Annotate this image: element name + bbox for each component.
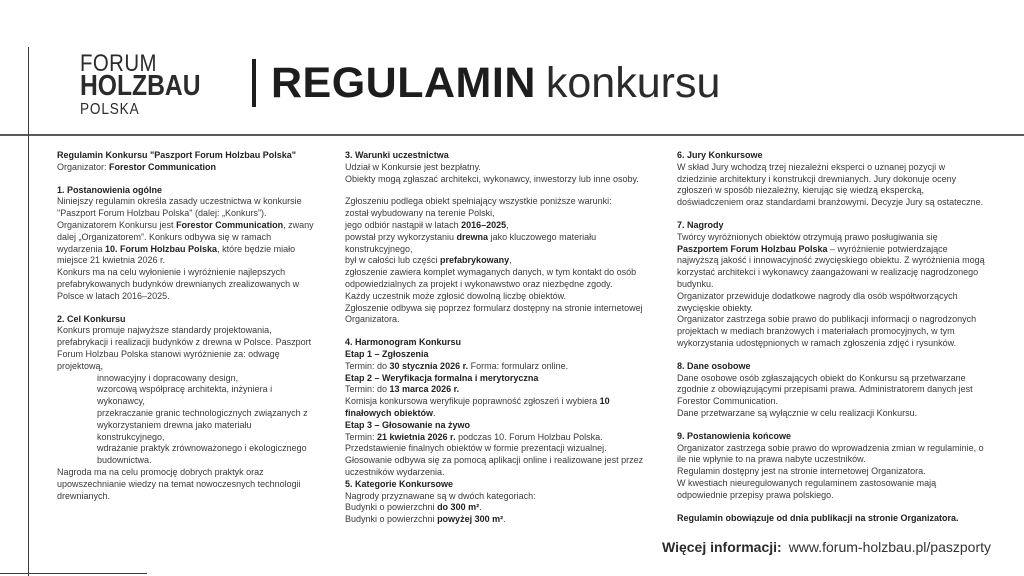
text-segment: 4. Harmonogram Konkursu bbox=[345, 337, 462, 348]
footer-label: Więcej informacji: bbox=[662, 539, 782, 555]
text-segment: W skład Jury wchodzą trzej niezależni eksperci o uznanej pozycji w dziedzinie architektury i konstrukcji drewnianych. Jury dokonuje oceny zgłoszeń w sposób niezależny, kierując się wiedzą ekspercką, doświadczeniem oraz standardami branżowymi. Decyzje Jury są ostateczne. bbox=[677, 161, 984, 208]
page-title-text bbox=[271, 59, 720, 108]
text-segment: Organizator zastrzega sobie prawo do wprowadzenia zmian w regulaminie, o ile nie wpłynie to na prawa nabyte uczestników. bbox=[677, 442, 984, 465]
text-segment: podczas 10. Forum Holzbau Polska. bbox=[455, 431, 603, 442]
section-heading bbox=[677, 220, 987, 232]
text-segment: Dane przetwarzane są wyłącznie w celu realizacji Konkursu. bbox=[677, 407, 918, 418]
text-segment: Organizator przewiduje dodatkowe nagrody dla osób współtworzących zwycięskie obiekty. bbox=[677, 290, 958, 313]
text-segment: , bbox=[506, 219, 509, 230]
text-segment: Dane osobowe osób zgłaszających obiekt do Konkursu są przetwarzane zgodnie z obowiązującymi przepisami prawa. Administratorem danych jest Forestor Communication. bbox=[677, 372, 973, 407]
footer-url-link[interactable]: www.forum-holzbau.pl/paszporty bbox=[788, 539, 991, 555]
paragraph bbox=[345, 502, 645, 514]
paragraph bbox=[57, 443, 319, 467]
forum-holzbau-polska-logo bbox=[80, 52, 222, 118]
text-segment: , zwany dalej „Organizatorem”. Konkurs odbywa się w ramach wydarzenia bbox=[57, 219, 314, 254]
text-segment: Przedstawienie finalnych obiektów w formie prezentacji wizualnej. bbox=[345, 443, 607, 454]
text-segment: zgłoszenie zawiera komplet wymaganych danych, w tym kontakt do osób odpowiedzialnych za projekt i wykonawstwo oraz niezbędne zgody. bbox=[345, 267, 637, 289]
paragraph bbox=[677, 478, 987, 502]
text-segment: Konkurs ma na celu wyłonienie i wyróżnienie najlepszych prefabrykowanych budynków drewnianych zrealizowanych w Polsce w latach 2016–2025. bbox=[57, 267, 300, 301]
text-segment: Termin: bbox=[345, 431, 378, 442]
text-segment: przekraczanie granic technologicznych związanych z wykorzystaniem drewna jako materiału konstrukcyjnego, bbox=[97, 407, 308, 442]
text-segment: 9. Postanowienia końcowe bbox=[677, 430, 792, 441]
section-heading bbox=[677, 431, 987, 443]
section-heading bbox=[677, 361, 987, 373]
text-segment: Organizator: bbox=[57, 161, 110, 172]
text-segment: 3. Warunki uczestnictwa bbox=[345, 150, 449, 160]
paragraph bbox=[345, 384, 645, 396]
paragraph bbox=[345, 232, 645, 256]
paragraph bbox=[677, 162, 987, 209]
logo-line-polska: POLSKA bbox=[80, 101, 140, 118]
text-segment: Budynki o powierzchni bbox=[345, 514, 438, 525]
text-segment: Konkurs promuje najwyższe standardy projektowania, prefabrykacji i realizacji budynków z drewna w Polsce. Paszport Forum Holzbau Polska stanowi wyróżnienie za: odwagę projektową, bbox=[57, 325, 312, 371]
paragraph bbox=[677, 232, 987, 291]
left-margin-rule bbox=[28, 47, 29, 576]
paragraph bbox=[345, 255, 645, 267]
text-segment: drewna bbox=[456, 231, 489, 242]
paragraph bbox=[57, 467, 319, 502]
paragraph bbox=[57, 196, 319, 220]
text-segment: Organizatorem Konkursu jest bbox=[57, 219, 177, 230]
rules-column-3 bbox=[677, 150, 987, 524]
paragraph bbox=[677, 373, 987, 408]
text-segment: Głosowanie odbywa się za pomocą aplikacji online i realizowane jest przez uczestników wydarzenia. bbox=[345, 455, 644, 477]
section-heading bbox=[345, 479, 645, 491]
paragraph bbox=[57, 408, 319, 443]
section-heading bbox=[345, 373, 645, 385]
text-segment: 2. Cel Konkursu bbox=[57, 313, 126, 324]
paragraph bbox=[345, 291, 645, 303]
logo-line-holzbau: HOLZBAU bbox=[80, 70, 201, 102]
header-divider-rule bbox=[0, 134, 1024, 136]
text-segment: Nagroda ma na celu promocję dobrych praktyk oraz upowszechnianie wiedzy na temat nowoczesnych technologii drewnianych. bbox=[57, 466, 301, 501]
section-heading bbox=[345, 150, 645, 162]
text-segment: Niniejszy regulamin określa zasady uczestnictwa w konkursie "Paszport Forum Holzbau Polska" (dalej: „Konkurs”). bbox=[57, 196, 302, 219]
text-segment: 30 stycznia 2026 r. bbox=[389, 360, 469, 371]
text-segment: Etap 2 – Weryfikacja formalna i merytoryczna bbox=[345, 372, 539, 383]
paragraph bbox=[677, 291, 987, 315]
text-segment: , bbox=[509, 255, 512, 266]
paragraph bbox=[677, 513, 987, 525]
paragraph bbox=[345, 196, 645, 208]
paragraph bbox=[57, 384, 319, 408]
rules-column-2 bbox=[345, 150, 645, 526]
paragraph bbox=[345, 491, 645, 503]
section-heading bbox=[57, 314, 319, 326]
text-segment: Każdy uczestnik może zgłosić dowolną liczbę obiektów. bbox=[345, 290, 567, 301]
paragraph bbox=[345, 303, 645, 327]
paragraph bbox=[345, 514, 645, 526]
text-segment: wdrażanie praktyk zrównoważonego i ekologicznego budownictwa. bbox=[97, 443, 307, 466]
text-segment: Etap 3 – Głosowanie na żywo bbox=[345, 419, 471, 430]
paragraph bbox=[677, 466, 987, 478]
paragraph bbox=[57, 162, 319, 174]
paragraph bbox=[345, 443, 645, 455]
paragraph bbox=[345, 208, 645, 220]
paragraph bbox=[345, 396, 645, 420]
text-segment: Nagrody przyznawane są w dwóch kategoriach: bbox=[345, 490, 536, 501]
text-segment: Obiekty mogą zgłaszać architekci, wykonawcy, inwestorzy lub inne osoby. bbox=[345, 173, 639, 184]
paragraph bbox=[345, 432, 645, 444]
text-segment: Twórcy wyróżnionych obiektów otrzymują prawo posługiwania się bbox=[677, 231, 938, 242]
section-heading bbox=[345, 420, 645, 432]
text-segment: Forma: formularz online. bbox=[468, 360, 569, 371]
text-segment: Termin: do bbox=[345, 384, 390, 395]
paragraph bbox=[57, 150, 319, 162]
text-segment: 5. Kategorie Konkursowe bbox=[345, 478, 454, 489]
text-segment: był w całości lub części bbox=[345, 255, 441, 266]
text-segment: Paszportem Forum Holzbau Polska bbox=[677, 243, 828, 254]
paragraph bbox=[345, 174, 645, 186]
section-heading bbox=[345, 349, 645, 361]
page-title bbox=[252, 57, 720, 109]
paragraph bbox=[345, 455, 645, 479]
section-heading bbox=[345, 337, 645, 349]
text-segment: Zgłoszeniu podlega obiekt spełniający wszystkie poniższe warunki: bbox=[345, 196, 612, 207]
text-segment: . bbox=[433, 407, 436, 418]
footer-more-info bbox=[662, 539, 991, 555]
text-segment: do 300 m² bbox=[437, 502, 480, 513]
text-segment: 1. Postanowienia ogólne bbox=[57, 184, 163, 195]
paragraph bbox=[57, 220, 319, 267]
rules-column-1 bbox=[57, 150, 319, 502]
bottom-left-rule bbox=[0, 573, 147, 574]
text-segment: 10. Forum Holzbau Polska bbox=[105, 243, 218, 254]
text-segment: Etap 1 – Zgłoszenia bbox=[345, 348, 429, 359]
text-segment: jako kluczowego materiału konstrukcyjnego, bbox=[345, 231, 597, 254]
text-segment: 13 marca 2026 r. bbox=[389, 384, 460, 395]
text-segment: prefabrykowany bbox=[440, 255, 510, 266]
paragraph bbox=[345, 220, 645, 232]
text-segment: powstał przy wykorzystaniu bbox=[345, 231, 457, 242]
text-segment: , które będzie miało miejsce 21 kwietnia 2026 r. bbox=[57, 243, 296, 266]
text-segment: – wyróżnienie potwierdzające najwyższą jakość i innowacyjność zwycięskiego obiektu. Z wyróżnienia mogą korzystać architekci i wykonawcy zaangażowani w realizację nagrodzonego budynku. bbox=[677, 243, 985, 289]
title-separator-bar bbox=[252, 59, 256, 107]
text-segment: Budynki o powierzchni bbox=[345, 502, 438, 513]
text-segment: Organizator zastrzega sobie prawo do publikacji informacji o nagrodzonych projektach w mediach branżowych i materiałach promocyjnych, w tym wykorzystania udostępnionych w ramach zgłoszenia zdjęć i rysunków. bbox=[677, 314, 977, 348]
paragraph bbox=[345, 162, 645, 174]
paragraph bbox=[345, 267, 645, 291]
paragraph bbox=[57, 267, 319, 302]
text-segment: . bbox=[503, 514, 506, 525]
text-segment: 7. Nagrody bbox=[677, 219, 724, 230]
text-segment: 8. Dane osobowe bbox=[677, 360, 751, 371]
text-segment: Udział w Konkursie jest bezpłatny. bbox=[345, 161, 481, 172]
text-segment: Regulamin Konkursu "Paszport Forum Holzbau Polska" bbox=[57, 150, 297, 160]
page-title-strong: REGULAMIN bbox=[271, 58, 536, 107]
paragraph bbox=[677, 408, 987, 420]
text-segment: Forestor Communication bbox=[176, 219, 284, 230]
text-segment: W kwestiach nieuregulowanych regulaminem zastosowanie mają odpowiednie przepisy prawa polskiego. bbox=[677, 477, 937, 500]
text-segment: powyżej 300 m² bbox=[437, 514, 504, 525]
section-heading bbox=[677, 150, 987, 162]
section-heading bbox=[57, 185, 319, 197]
text-segment: 10 finałowych obiektów bbox=[345, 396, 610, 418]
text-segment: wzorcową współpracę architekta, inżyniera i wykonawcy, bbox=[97, 384, 273, 407]
text-segment: Regulamin dostępny jest na stronie internetowej Organizatora. bbox=[677, 466, 926, 477]
text-segment: 21 kwietnia 2026 r. bbox=[377, 431, 456, 442]
paragraph bbox=[345, 361, 645, 373]
text-segment: 2016–2025 bbox=[461, 219, 507, 230]
text-segment: jego odbiór nastąpił w latach bbox=[345, 219, 462, 230]
text-segment: Regulamin obowiązuje od dnia publikacji na stronie Organizatora. bbox=[677, 512, 959, 523]
text-segment: innowacyjny i dopracowany design, bbox=[97, 372, 239, 383]
text-segment: Termin: do bbox=[345, 360, 390, 371]
paragraph bbox=[57, 373, 319, 385]
text-segment: został wybudowany na terenie Polski, bbox=[345, 208, 495, 219]
logo-line-forum: FORUM bbox=[80, 50, 157, 77]
text-segment: Zgłoszenie odbywa się poprzez formularz dostępny na stronie internetowej Organizatora. bbox=[345, 302, 643, 325]
paragraph bbox=[57, 325, 319, 372]
text-segment: 6. Jury Konkursowe bbox=[677, 150, 763, 160]
text-segment: Komisja konkursowa weryfikuje poprawność zgłoszeń i wybiera bbox=[345, 396, 600, 407]
text-segment: Forestor Communication bbox=[109, 161, 217, 172]
page-title-light: konkursu bbox=[545, 58, 721, 107]
paragraph bbox=[677, 314, 987, 349]
text-segment: . bbox=[479, 502, 482, 513]
paragraph bbox=[677, 443, 987, 467]
